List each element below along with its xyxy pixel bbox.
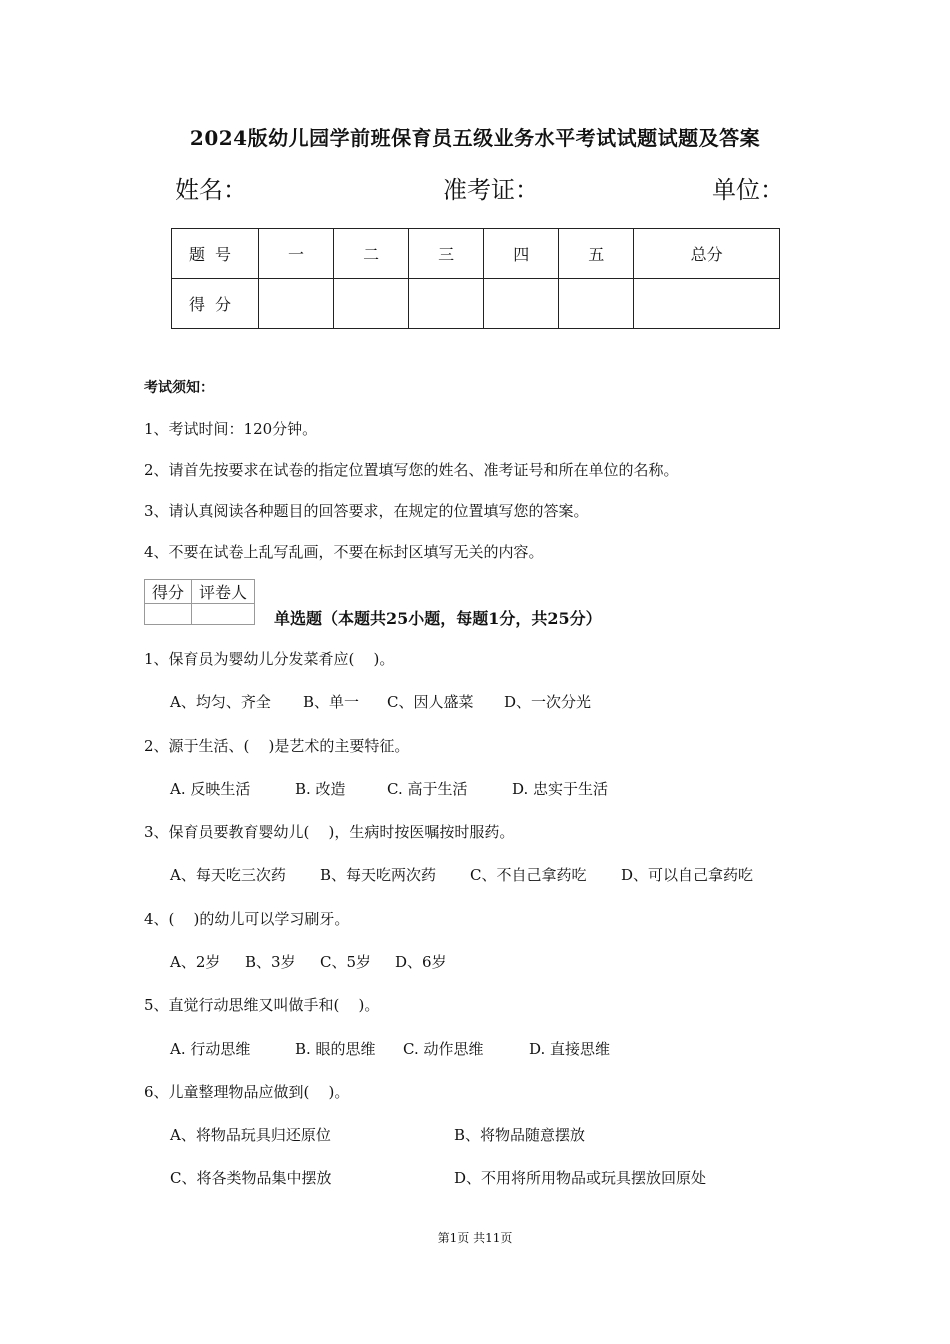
score-label: 得分 [172, 279, 259, 329]
option-a[interactable]: A、每天吃三次药 [170, 866, 286, 884]
page-footer: 第1页 共11页 [437, 1231, 513, 1245]
option-d[interactable]: D、不用将所用物品或玩具摆放回原处 [454, 1169, 707, 1187]
option-c[interactable]: C、不自己拿药吃 [470, 866, 587, 884]
score-cell-1[interactable] [259, 279, 334, 329]
notice-heading: 考试须知： [144, 380, 214, 396]
column-2: 二 [334, 229, 409, 279]
option-b[interactable]: B、每天吃两次药 [320, 866, 437, 884]
option-a[interactable]: A、均匀、齐全 [170, 693, 271, 711]
score-table-score-row [172, 279, 780, 329]
column-4: 四 [484, 229, 559, 279]
grader-score-cell[interactable] [145, 604, 192, 625]
grader-box [144, 579, 255, 625]
option-a[interactable]: A. 行动思维 [170, 1040, 251, 1058]
column-1: 一 [259, 229, 334, 279]
grader-reviewer-cell[interactable] [192, 604, 255, 625]
option-a[interactable]: A、将物品玩具归还原位 [170, 1126, 331, 1144]
score-table [171, 228, 780, 329]
option-b[interactable]: B. 改造 [295, 780, 346, 798]
option-c[interactable]: C、因人盛菜 [387, 693, 474, 711]
notice-item: 3、请认真阅读各种题目的回答要求，在规定的位置填写您的答案。 [144, 502, 589, 520]
notice-item: 4、不要在试卷上乱写乱画，不要在标封区填写无关的内容。 [144, 543, 544, 561]
question-6: 6、儿童整理物品应做到( )。 [144, 1083, 350, 1101]
score-cell-5[interactable] [559, 279, 634, 329]
option-d[interactable]: D、6岁 [395, 953, 447, 971]
page-title: 2024版幼儿园学前班保育员五级业务水平考试试题试题及答案 [189, 126, 761, 150]
option-d[interactable]: D. 忠实于生活 [512, 780, 609, 798]
question-3: 3、保育员要教育婴幼儿( )，生病时按医嘱按时服药。 [144, 823, 515, 841]
option-c[interactable]: C、将各类物品集中摆放 [170, 1169, 332, 1187]
option-b[interactable]: B、单一 [303, 693, 360, 711]
column-5: 五 [559, 229, 634, 279]
question-4: 4、( )的幼儿可以学习刷牙。 [144, 910, 350, 928]
score-table-header-row [172, 229, 780, 279]
notice-item: 2、请首先按要求在试卷的指定位置填写您的姓名、准考证号和所在单位的名称。 [144, 461, 679, 479]
question-number-label: 题号 [172, 229, 259, 279]
name-label: 姓名： [175, 176, 247, 204]
option-b[interactable]: B. 眼的思维 [295, 1040, 376, 1058]
option-d[interactable]: D、可以自己拿药吃 [621, 866, 754, 884]
question-2: 2、源于生活、( )是艺术的主要特征。 [144, 737, 410, 755]
option-d[interactable]: D、一次分光 [504, 693, 592, 711]
option-b[interactable]: B、3岁 [245, 953, 296, 971]
score-cell-total[interactable] [634, 279, 780, 329]
question-1: 1、保育员为婴幼儿分发菜肴应( )。 [144, 650, 395, 668]
option-c[interactable]: C. 动作思维 [403, 1040, 484, 1058]
grader-score-label: 得分 [145, 580, 192, 604]
grader-reviewer-label: 评卷人 [192, 580, 255, 604]
option-a[interactable]: A. 反映生活 [170, 780, 251, 798]
option-a[interactable]: A、2岁 [170, 953, 221, 971]
score-cell-4[interactable] [484, 279, 559, 329]
score-cell-3[interactable] [409, 279, 484, 329]
option-c[interactable]: C、5岁 [320, 953, 372, 971]
question-5: 5、直觉行动思维又叫做手和( )。 [144, 996, 380, 1014]
exam-number-label: 准考证： [443, 176, 539, 204]
score-cell-2[interactable] [334, 279, 409, 329]
option-b[interactable]: B、将物品随意摆放 [454, 1126, 586, 1144]
notice-item: 1、考试时间：120分钟。 [144, 420, 318, 438]
column-total: 总分 [634, 229, 780, 279]
section-title: 单选题（本题共25小题，每题1分，共25分） [274, 609, 602, 628]
column-3: 三 [409, 229, 484, 279]
option-c[interactable]: C. 高于生活 [387, 780, 468, 798]
unit-label: 单位： [712, 176, 784, 204]
option-d[interactable]: D. 直接思维 [529, 1040, 611, 1058]
